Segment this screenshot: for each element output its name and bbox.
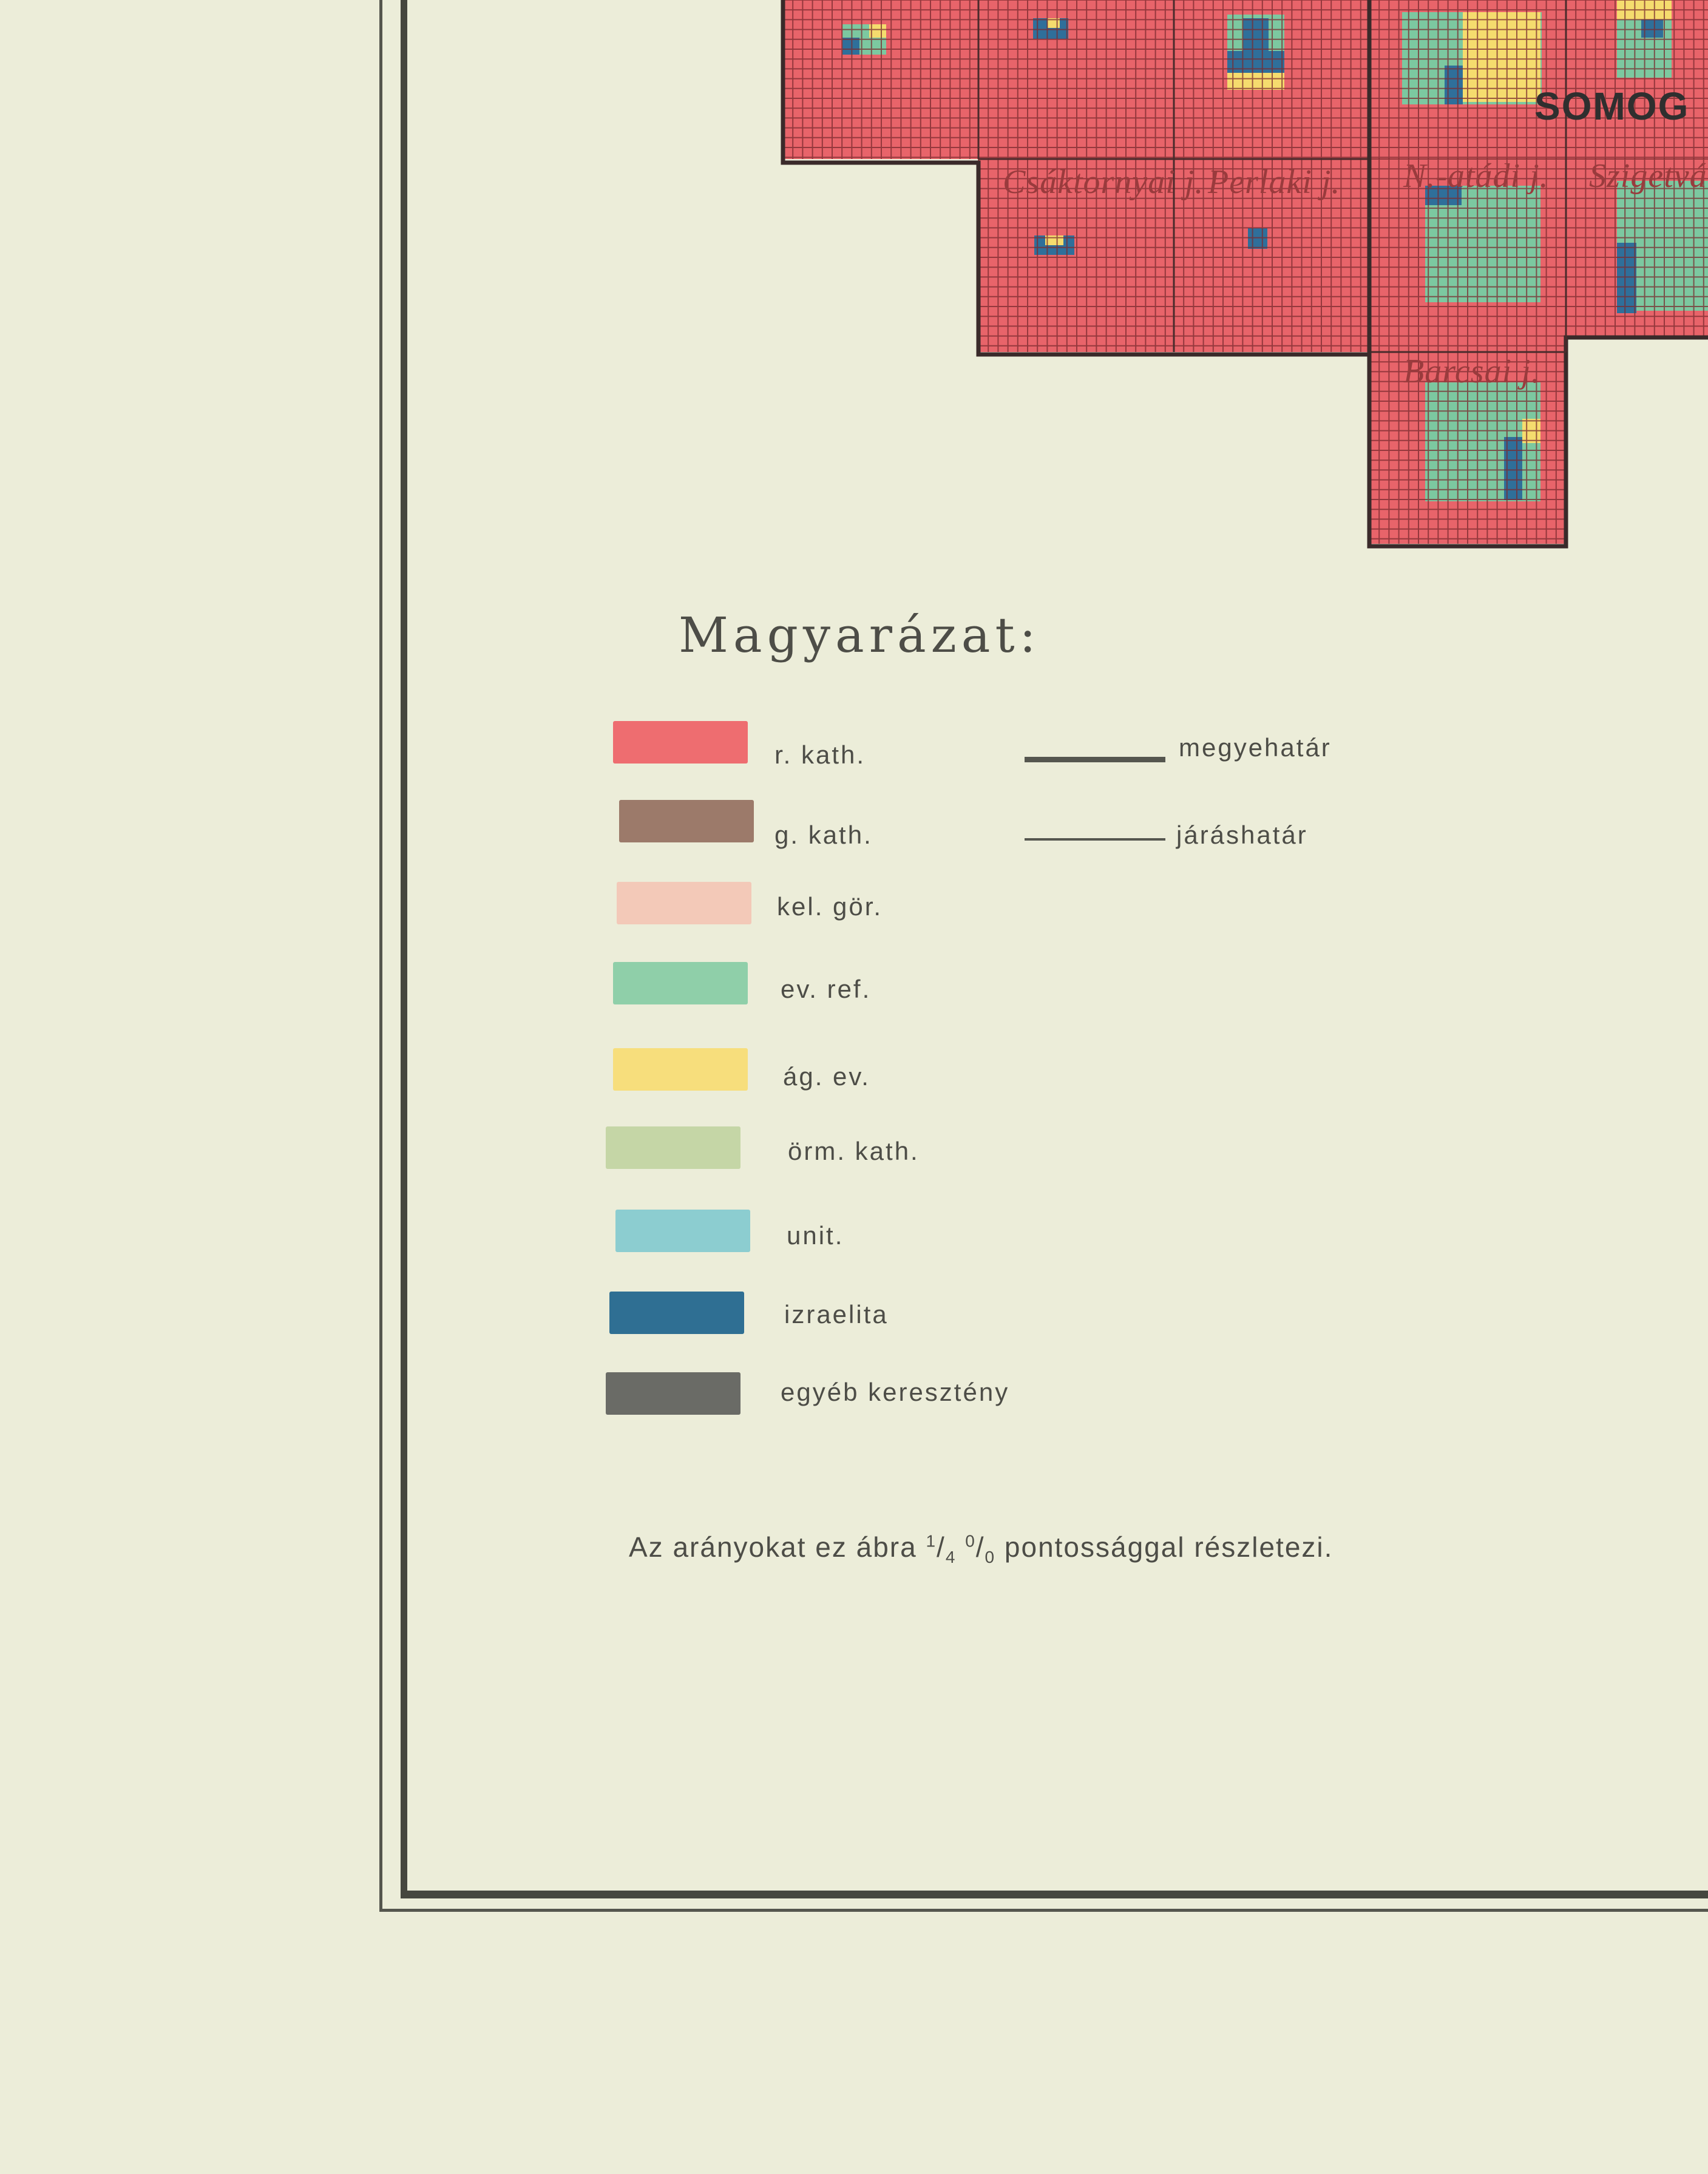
footnote-fraction-numerator: 1 bbox=[926, 1531, 937, 1551]
legend-label: ág. ev. bbox=[783, 1062, 870, 1091]
district-grid bbox=[1369, 0, 1566, 159]
district-label-csaktornyai: Csáktornyai j. bbox=[1003, 163, 1204, 201]
izraelita-square bbox=[842, 38, 859, 55]
ag-ev-square bbox=[1227, 73, 1284, 90]
legend-label: izraelita bbox=[784, 1300, 889, 1329]
legend-swatch-egyéb-keresztény bbox=[606, 1372, 740, 1415]
legend-swatch-g-kath bbox=[619, 800, 754, 842]
district-label-n-atadi: N.-atádi j. bbox=[1403, 157, 1549, 195]
county-boundary-line-sample bbox=[1025, 757, 1165, 762]
legend-label: unit. bbox=[787, 1221, 844, 1250]
legend-swatch-izraelita bbox=[609, 1292, 744, 1334]
legend-swatch-kel-gör bbox=[617, 882, 751, 924]
ag-ev-square bbox=[1045, 235, 1063, 245]
legend-label: örm. kath. bbox=[788, 1137, 920, 1165]
legend-swatch-r-kath bbox=[613, 721, 748, 764]
footnote-text-start: Az arányokat ez ábra bbox=[629, 1531, 926, 1563]
district-label-perlaki: Perlaki j. bbox=[1208, 163, 1341, 201]
legend-label-megyehatar: megyehatár bbox=[1179, 733, 1332, 762]
footnote: Az arányokat ez ábra $^1/_4$ $^0/_0$ pontossággal részletezi. bbox=[629, 1531, 1334, 1567]
district-label-szigetvar: Szigetvá bbox=[1589, 157, 1707, 195]
legend-label: ev. ref. bbox=[781, 975, 872, 1003]
footnote-percent-top: 0 bbox=[965, 1531, 976, 1551]
legend-title: Magyarázat: bbox=[679, 607, 1041, 663]
izraelita-square bbox=[1248, 228, 1267, 249]
legend-swatch-ev-ref bbox=[613, 962, 748, 1004]
district-boundary-line-sample bbox=[1025, 838, 1165, 841]
legend-label: egyéb keresztény bbox=[781, 1378, 1010, 1406]
county-label-somogy: SOMOG bbox=[1534, 84, 1690, 128]
legend-label: r. kath. bbox=[774, 740, 866, 769]
legend-swatch-unit bbox=[615, 1210, 750, 1252]
district-label-barcsai: Barcsai j. bbox=[1403, 353, 1540, 390]
legend-label: g. kath. bbox=[774, 821, 873, 849]
legend-label-jarashatar: járáshatár bbox=[1176, 821, 1308, 849]
footnote-fraction-denominator: 4 bbox=[945, 1548, 957, 1567]
izraelita-square bbox=[1617, 243, 1636, 313]
legend-label: kel. gör. bbox=[777, 892, 883, 921]
legend-swatch-ág-ev bbox=[613, 1048, 748, 1091]
legend-swatch-örm-kath bbox=[606, 1126, 740, 1169]
footnote-percent-bottom: 0 bbox=[984, 1548, 996, 1567]
footnote-text-end: pontossággal részletezi. bbox=[995, 1531, 1334, 1563]
